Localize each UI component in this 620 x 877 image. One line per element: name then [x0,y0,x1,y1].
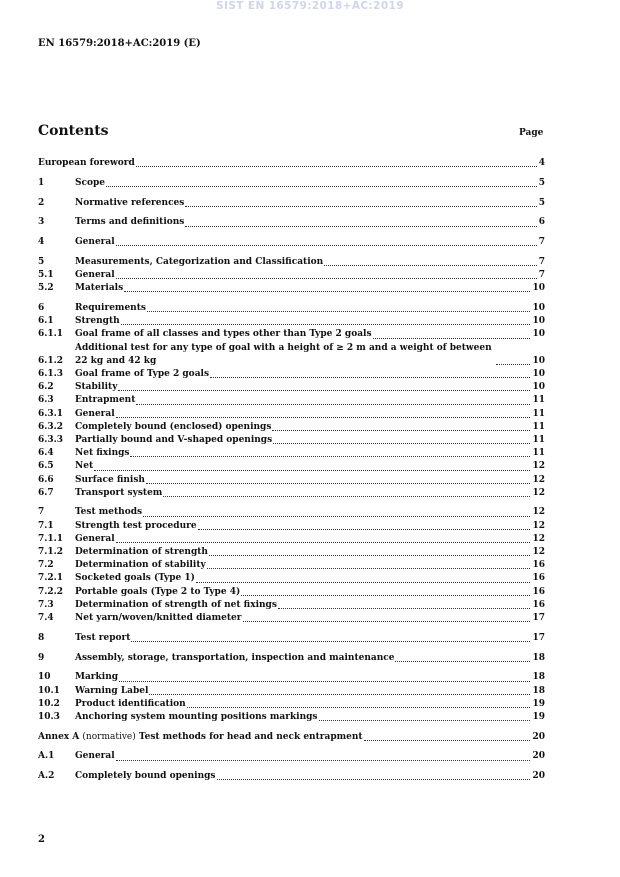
dot-leader [130,456,530,457]
dot-leader [136,166,537,167]
toc-entry-title: Entrapment [75,395,136,406]
toc-entry-page: 19 [532,698,545,709]
dot-leader [207,568,531,569]
toc-entry-number: 8 [38,632,45,643]
toc-entry-page: 10 [532,316,545,327]
toc-entry-title: Measurements, Categorization and Classification [75,256,324,267]
toc-entry-number: 7.1 [38,520,54,531]
toc-entry[interactable] [38,546,545,559]
toc-entry-title: Test methods [75,507,143,518]
toc-entry[interactable] [38,216,545,229]
dot-leader [241,595,530,596]
toc-entry-number: 6.1 [38,316,54,327]
dot-leader [131,641,530,642]
toc-entry-number: 9 [38,652,45,663]
dot-leader [196,582,531,583]
dot-leader [118,390,530,391]
toc-entry-page: 12 [532,547,545,558]
dot-leader [273,443,530,444]
toc-entry-number: 10.2 [38,698,60,709]
dot-leader [147,311,531,312]
dot-leader [324,265,537,266]
dot-leader [94,470,530,471]
dot-leader [364,740,531,741]
dot-leader [106,186,537,187]
toc-entry[interactable] [38,671,545,684]
toc-entry-number: 6.1.2 [38,355,64,366]
toc-entry-title: Partially bound and V-shaped openings [75,434,273,445]
toc-entry[interactable] [38,269,545,282]
toc-entry-title: European foreword [38,157,135,168]
dot-leader [116,542,531,543]
dot-leader [119,681,530,682]
toc-entry-number: 7.1.2 [38,547,64,558]
toc-entry[interactable] [38,685,545,698]
toc-entry[interactable] [38,421,545,434]
toc-entry-number: 10 [38,672,51,683]
toc-entry-page: 10 [532,283,545,294]
toc-entry-number: 7.4 [38,612,54,623]
toc-entry-number: A.2 [38,771,55,782]
toc-entry-number: 6.2 [38,382,54,393]
toc-entry-number: 6.5 [38,461,54,472]
toc-entry[interactable] [38,434,545,447]
toc-entry-title: General [75,751,115,762]
annex-title: Test methods for head and neck entrapment [138,731,363,742]
toc-entry-number: 7.2.2 [38,586,64,597]
toc-entry-page: 20 [532,771,545,782]
toc-entry-title: Determination of strength [75,547,208,558]
toc-entry-page: 16 [532,599,545,610]
toc-entry[interactable] [38,256,545,269]
toc-entry[interactable] [38,506,545,519]
toc-entry[interactable] [38,586,545,599]
toc-entry-number: 3 [38,217,45,228]
toc-entry-page: 19 [532,711,545,722]
toc-entry-title: Determination of stability [75,560,206,571]
toc-entry-number: 7.2.1 [38,573,64,584]
toc-entry[interactable] [38,302,545,315]
toc-entry-title: Socketed goals (Type 1) [75,573,195,584]
toc-entry[interactable] [38,315,545,328]
toc-entry-number: 7 [38,507,45,518]
toc-entry-number: 4 [38,237,45,248]
toc-entry-title: Determination of strength of net fixings [75,599,277,610]
toc-entry[interactable] [38,652,545,665]
toc-entry-number: 6 [38,303,45,314]
toc-entry[interactable] [38,381,545,394]
toc-entry-page: 12 [532,474,545,485]
dot-leader [149,694,530,695]
toc-entry-number: 6.3 [38,395,54,406]
toc-entry-page: 10 [532,369,545,379]
toc-entry-title: Normative references [75,197,185,208]
dot-leader [124,291,530,292]
toc-entry[interactable] [38,750,545,763]
toc-entry-title: Product identification [75,698,186,709]
toc-entry-page: 5 [538,177,545,188]
toc-entry-page: 11 [532,408,545,419]
dot-leader [116,245,537,246]
toc-entry[interactable] [38,632,545,645]
toc-entry-number: 6.4 [38,448,54,459]
toc-entry-number: 1 [38,177,45,188]
toc-entry-page: 18 [532,685,545,696]
dot-leader [209,555,531,556]
dot-leader [185,226,536,227]
toc-entry-number: 6.7 [38,487,54,498]
dot-leader [116,760,531,761]
dot-leader [185,206,536,207]
toc-entry-title: Goal frame of all classes and types other than Type 2 goals [75,329,372,340]
toc-entry-number: 6.6 [38,474,54,485]
dot-leader [496,364,530,365]
table-of-contents [38,157,545,783]
dot-leader [373,338,531,339]
toc-entry-page: 11 [532,448,545,459]
toc-entry-number: 5.1 [38,270,54,281]
toc-entry[interactable] [38,487,545,500]
toc-entry[interactable] [38,711,545,724]
toc-entry-page: 20 [532,751,545,762]
toc-entry-number: A.1 [38,751,55,762]
toc-entry-number: 6.3.1 [38,408,64,419]
dot-leader [198,529,531,530]
toc-entry[interactable] [38,460,545,473]
toc-entry[interactable] [38,342,545,368]
toc-entry-title: Warning Label [75,685,149,696]
toc-entry[interactable] [38,282,545,295]
toc-entry-title: Net yarn/woven/knitted diameter [75,612,242,623]
toc-entry-number: 2 [38,197,45,208]
toc-entry-title: Anchoring system mounting positions markings [75,711,318,722]
dot-leader [395,661,530,662]
toc-entry-number: 6.1.3 [38,369,64,379]
toc-entry-title: Transport system [75,487,163,498]
dot-leader [319,720,531,721]
toc-entry-title: Completely bound (enclosed) openings [75,421,272,432]
dot-leader [278,608,531,609]
toc-entry-page: 11 [532,434,545,445]
toc-entry[interactable] [38,731,545,744]
toc-entry[interactable] [38,520,545,533]
dot-leader [217,779,531,780]
footer-page-number: 2 [38,834,45,845]
toc-entry-title: Portable goals (Type 2 to Type 4) [75,586,241,597]
toc-entry[interactable] [38,612,545,625]
toc-entry-page: 12 [532,533,545,544]
toc-entry-page: 12 [532,520,545,531]
toc-entry[interactable] [38,408,545,421]
toc-entry-page: 16 [532,573,545,584]
toc-entry-page: 18 [532,672,545,683]
toc-entry-title: Completely bound openings [75,771,216,782]
toc-entry-page: 17 [532,612,545,623]
toc-entry-title: Additional test for any type of goal with a height of ≥ 2 m and a weight of between 22 kg and 42 kg [75,342,492,366]
toc-entry[interactable] [38,474,545,487]
toc-entry-page: 7 [538,270,545,281]
dot-leader [143,516,530,517]
toc-entry-title: Net [75,461,94,472]
page-column-label: Page [519,128,544,138]
toc-entry[interactable] [38,599,545,612]
dot-leader [163,496,530,497]
toc-entry[interactable] [38,770,545,783]
toc-entry-title: Requirements [75,303,146,314]
toc-entry-page: 10 [532,329,545,340]
dot-leader [116,278,537,279]
toc-entry-title: Net fixings [75,448,130,459]
toc-entry-page: 18 [532,652,545,663]
toc-entry-title: Test report [75,632,131,643]
toc-entry-page: 10 [532,303,545,314]
toc-entry-number: 6.3.3 [38,434,64,445]
toc-entry-title: Marking [75,672,119,683]
dot-leader [243,621,531,622]
toc-entry[interactable] [38,197,545,210]
toc-entry-number: 5.2 [38,283,54,294]
dot-leader [146,483,531,484]
toc-entry-page: 7 [538,237,545,248]
dot-leader [210,377,530,378]
toc-entry[interactable] [38,157,545,170]
toc-entry-title: General [75,408,115,419]
toc-entry[interactable] [38,328,545,341]
toc-entry[interactable] [38,368,545,381]
toc-entry-title: Strength [75,316,120,327]
dot-leader [116,417,531,418]
dot-leader [272,430,530,431]
toc-entry[interactable] [38,236,545,249]
toc-entry-page: 4 [538,157,545,168]
toc-entry-number: 10.1 [38,685,60,696]
toc-entry-page: 16 [532,586,545,597]
dot-leader [136,404,530,405]
toc-entry-title: Materials [75,283,124,294]
watermark: SIST EN 16579:2018+AC:2019 [216,0,404,12]
toc-entry-number: 10.3 [38,711,60,722]
toc-entry[interactable] [38,559,545,572]
toc-entry[interactable] [38,447,545,460]
annex-type: (normative) [82,731,136,742]
toc-entry-title: Goal frame of Type 2 goals [75,369,210,379]
toc-entry-page: 12 [532,461,545,472]
toc-entry[interactable] [38,698,545,711]
toc-entry-number: 7.2 [38,560,54,571]
toc-entry-page: 11 [532,421,545,432]
annex-label: Annex A [38,731,80,742]
toc-entry-page: 20 [532,731,545,742]
toc-entry[interactable] [38,394,545,407]
toc-entry-page: 17 [532,632,545,643]
toc-entry[interactable] [38,177,545,190]
toc-entry-page: 10 [532,355,545,366]
contents-heading: Contents [38,123,109,139]
dot-leader [121,324,531,325]
toc-entry-title: Strength test procedure [75,520,197,531]
toc-entry-title: Surface finish [75,474,145,485]
toc-entry-title: Assembly, storage, transportation, inspection and maintenance [75,652,395,663]
toc-entry-title: General [75,237,115,248]
toc-entry-page: 10 [532,382,545,393]
toc-entry-number: 6.3.2 [38,421,64,432]
toc-entry-page: 16 [532,560,545,571]
toc-entry-page: 12 [532,487,545,498]
toc-entry-page: 12 [532,507,545,518]
toc-entry-number: 6.1.1 [38,329,64,340]
toc-entry-title [38,731,363,744]
document-id: EN 16579:2018+AC:2019 (E) [38,38,201,49]
toc-entry[interactable] [38,572,545,585]
toc-entry-title: General [75,270,115,281]
toc-entry[interactable] [38,533,545,546]
toc-entry-number: 5 [38,256,45,267]
toc-entry-page: 5 [538,197,545,208]
toc-entry-number: 7.3 [38,599,54,610]
dot-leader [187,707,531,708]
toc-entry-title: Scope [75,177,106,188]
toc-entry-title: Terms and definitions [75,217,185,228]
toc-entry-page: 6 [538,217,545,228]
toc-entry-title: Stability [75,382,118,393]
toc-entry-title: General [75,533,115,544]
toc-entry-page: 11 [532,395,545,406]
toc-entry-page: 7 [538,256,545,267]
toc-entry-number: 7.1.1 [38,533,64,544]
